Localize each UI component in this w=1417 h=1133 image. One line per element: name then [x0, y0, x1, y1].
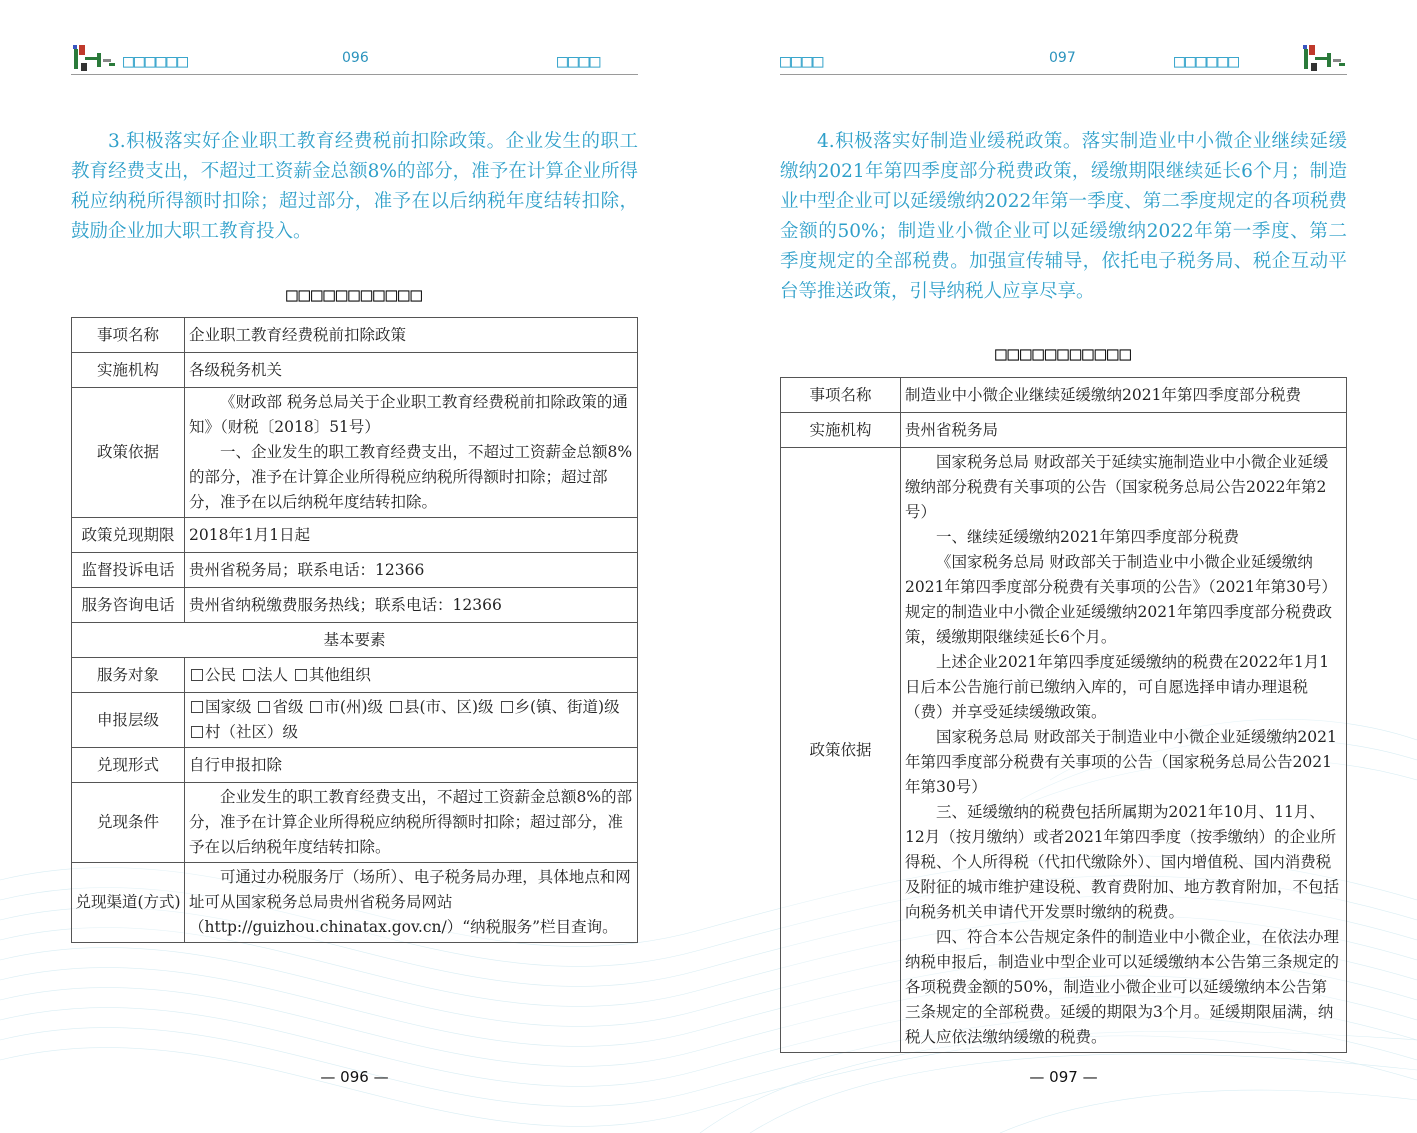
table-row — [72, 863, 638, 943]
basis-paragraph: 一、企业发生的职工教育经费支出，不超过工资薪金总额8%的部分，准予在计算企业所得税应纳税所得额时扣除；超过部分，准予在以后纳税年度结转扣除。 — [189, 443, 633, 511]
row-label: 兑现形式 — [72, 748, 185, 783]
policy-table — [780, 377, 1347, 1053]
checkbox-citizen[interactable] — [191, 669, 203, 681]
row-label: 政策依据 — [781, 448, 901, 1053]
row-label: 政策依据 — [72, 388, 185, 518]
header-chapter-title: □□□□ — [780, 51, 824, 72]
policy-paragraph — [780, 127, 1347, 307]
checkbox-national[interactable] — [191, 701, 203, 713]
table-row — [781, 448, 1347, 1053]
row-label: 事项名称 — [72, 318, 185, 353]
table-row — [72, 693, 638, 748]
policy-paragraph — [71, 127, 638, 247]
row-value: 2018年1月1日起 — [185, 518, 638, 553]
basis-paragraph: 三、延缓缴纳的税费包括所属期为2021年10月、11月、12月（按月缴纳）或者2021年第四季度（按季缴纳）的企业所得税、个人所得税（代扣代缴除外）、国内增值税、国内消费税及附征的城市维护建设税、教育费附加、地方教育附加，不包括向税务机关申请代开发票时缴纳的税费。 — [905, 803, 1340, 921]
row-value: 可通过办税服务厅（场所）、电子税务局办理，具体地点和网址可从国家税务总局贵州省税务局网站（http://guizhou.chinatax.gov.cn/）“纳税服务”栏目查询。 — [185, 863, 638, 943]
checkbox-village[interactable] — [191, 726, 203, 738]
header-section-title: □□□□□□ — [123, 51, 189, 72]
row-value: 自行申报扣除 — [185, 748, 638, 783]
header-chapter-title: □□□□ — [557, 51, 601, 72]
page-footer: — 096 — — [320, 1068, 389, 1086]
basic-elements-header: 基本要素 — [72, 623, 638, 658]
row-label: 申报层级 — [72, 693, 185, 748]
basis-paragraph: 《财政部 税务总局关于企业职工教育经费税前扣除政策的通知》（财税〔2018〕51号） — [189, 393, 628, 436]
basis-paragraph: 国家税务总局 财政部关于制造业中小微企业延缓缴纳2021年第四季度部分税费有关事项的公告（国家税务总局公告2021年第30号） — [905, 728, 1337, 796]
checkbox-legal-person[interactable] — [243, 669, 255, 681]
row-value: 公民 法人 其他组织 — [185, 658, 638, 693]
header-page-number: 096 — [342, 50, 369, 66]
row-label: 事项名称 — [781, 378, 901, 413]
header-page-number: 097 — [1049, 50, 1076, 66]
page-header — [780, 38, 1347, 75]
row-label: 兑现条件 — [72, 783, 185, 863]
basis-paragraph: 《国家税务总局 财政部关于制造业中小微企业延缓缴纳2021年第四季度部分税费有关事项的公告》（2021年第30号）规定的制造业中小微企业延缓缴纳2021年第四季度部分税费政策，缓缴期限继续延长6个月。 — [905, 553, 1337, 646]
row-value: 制造业中小微企业继续延缓缴纳2021年第四季度部分税费 — [901, 378, 1347, 413]
table-row — [72, 748, 638, 783]
row-label: 服务咨询电话 — [72, 588, 185, 623]
page-header — [71, 38, 638, 75]
table-row — [72, 783, 638, 863]
checkbox-other-org[interactable] — [295, 669, 307, 681]
row-value: 各级税务机关 — [185, 353, 638, 388]
row-value — [901, 448, 1347, 1053]
policy-table — [71, 317, 638, 943]
page-footer: — 097 — — [1029, 1068, 1098, 1086]
row-label: 服务对象 — [72, 658, 185, 693]
basis-paragraph: 国家税务总局 财政部关于延续实施制造业中小微企业延缓缴纳部分税费有关事项的公告（国家税务总局公告2022年第2号） — [905, 453, 1329, 521]
page-right — [780, 0, 1347, 1133]
row-value: 企业发生的职工教育经费支出，不超过工资薪金总额8%的部分，准予在计算企业所得税应纳税所得额时扣除；超过部分，准予在以后纳税年度结转扣除。 — [185, 783, 638, 863]
row-value: 企业职工教育经费税前扣除政策 — [185, 318, 638, 353]
header-section-title: □□□□□□ — [1174, 51, 1240, 72]
item-number: 4. — [817, 131, 835, 152]
basis-paragraph: 一、继续延缓缴纳2021年第四季度部分税费 — [936, 528, 1239, 546]
page-left — [71, 0, 638, 1133]
table-row — [72, 353, 638, 388]
item-number: 3. — [108, 131, 126, 152]
row-label: 实施机构 — [72, 353, 185, 388]
checkbox-city[interactable] — [310, 701, 322, 713]
table-row — [72, 553, 638, 588]
row-value: 贵州省纳税缴费服务热线；联系电话：12366 — [185, 588, 638, 623]
item-text: 积极落实好制造业缓税政策。落实制造业中小微企业继续延缓缴纳2021年第四季度部分税费政策，缓缴期限继续延长6个月；制造业中型企业可以延缓缴纳2022年第一季度、第二季度规定的各项税费金额的50%；制造业小微企业可以延缓缴纳2022年第一季度、第二季度规定的全部税费。加强宣传辅导，依托电子税务局、税企互动平台等推送政策，引导纳税人应享尽享。 — [780, 131, 1347, 302]
table-row — [72, 318, 638, 353]
table-title: □□□□□□□□□□□ — [286, 284, 423, 306]
checkbox-provincial[interactable] — [258, 701, 270, 713]
table-row — [72, 588, 638, 623]
row-label: 实施机构 — [781, 413, 901, 448]
row-value: 国家级 省级 市(州)级 县(市、区)级 乡(镇、街道)级 村（社区）级 — [185, 693, 638, 748]
row-value: 贵州省税务局 — [901, 413, 1347, 448]
table-title: □□□□□□□□□□□ — [995, 343, 1132, 365]
item-text: 积极落实好企业职工教育经费税前扣除政策。企业发生的职工教育经费支出，不超过工资薪金总额8%的部分，准予在计算企业所得税应纳税所得额时扣除；超过部分，准予在以后纳税年度结转扣除，鼓励企业加大职工教育投入。 — [71, 131, 638, 242]
basis-paragraph: 上述企业2021年第四季度延缓缴纳的税费在2022年1月1日后本公告施行前已缴纳入库的，可自愿选择申请办理退税（费）并享受延续缓缴政策。 — [905, 653, 1330, 721]
logo-icon — [71, 43, 117, 75]
checkbox-county[interactable] — [390, 701, 402, 713]
row-value — [185, 388, 638, 518]
row-label: 兑现渠道(方式) — [72, 863, 185, 943]
row-value: 贵州省税务局；联系电话：12366 — [185, 553, 638, 588]
table-row — [72, 388, 638, 518]
table-row — [72, 623, 638, 658]
table-row — [72, 658, 638, 693]
checkbox-township[interactable] — [501, 701, 513, 713]
row-label: 监督投诉电话 — [72, 553, 185, 588]
basis-paragraph: 四、符合本公告规定条件的制造业中小微企业，在依法办理纳税申报后，制造业中型企业可以延缓缴纳本公告第三条规定的各项税费金额的50%，制造业小微企业可以延缓缴纳本公告第三条规定的全部税费。延缓的期限为3个月。延缓期限届满，纳税人应依法缴纳缓缴的税费。 — [905, 928, 1340, 1046]
table-row — [781, 413, 1347, 448]
logo-icon — [1301, 43, 1347, 75]
table-row — [72, 518, 638, 553]
row-label: 政策兑现期限 — [72, 518, 185, 553]
table-row — [781, 378, 1347, 413]
